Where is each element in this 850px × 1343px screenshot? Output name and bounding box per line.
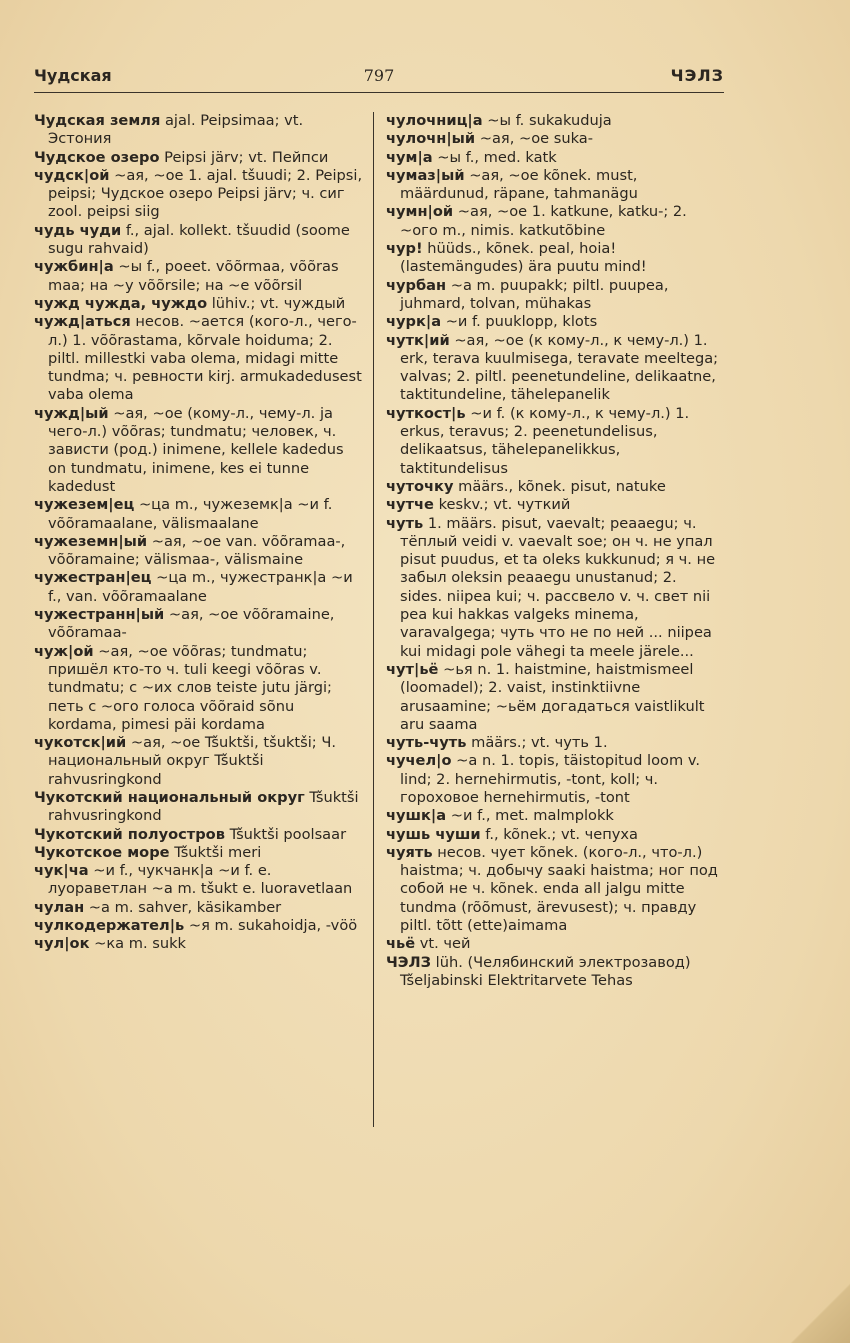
dictionary-entry [386, 313, 722, 331]
dictionary-entry [34, 917, 364, 935]
dictionary-entry [386, 496, 722, 514]
entry-definition: ~ая, ~ое suka- [479, 130, 594, 148]
entry-definition: ~а n. 1. topis, täistopitud loom v. lind; 2. hernehirmutis, -tont, koll; ч. гороховое hernehirmutis, -tont [400, 752, 700, 806]
entry-definition: ajal. Peipsimaa; vt. Эстония [48, 112, 304, 148]
entry-headword: чуть [386, 514, 424, 532]
page-corner-curl [790, 1283, 850, 1343]
dictionary-entry [34, 862, 364, 899]
dictionary-entry [386, 844, 722, 935]
dictionary-entry [34, 149, 364, 167]
entry-headword: чужд чужда, чуждо [34, 294, 208, 312]
entry-headword: чур! [386, 240, 423, 258]
dictionary-entry [386, 112, 722, 130]
dictionary-entry [34, 935, 364, 953]
entry-definition: несов. чует kõnek. (кого-л., что-л.) haistma; ч. добычу saaki haistma; ног под собой не ч. kõnek. enda all jalgu mitte tundma (rõõmust, ärevusest); ч. правду piltl. tõtt (ette)aimama [400, 843, 718, 935]
entry-definition: Peipsi järv; vt. Пейпси [164, 148, 329, 166]
entry-definition: ~ы f., med. katk [437, 148, 557, 166]
dictionary-entry [386, 130, 722, 148]
entry-definition: hüüds., kõnek. peal, hoia! (lastemängudes) ära puutu mind! [400, 240, 647, 276]
entry-headword: чужд|аться [34, 313, 131, 331]
entry-headword: чуткост|ь [386, 404, 466, 422]
entry-headword: чурк|а [386, 313, 442, 331]
page-number: 797 [363, 66, 395, 85]
entry-definition: ~ы f., poeet. võõrmaa, võõras maa; на ~у võõrsile; на ~е võõrsil [48, 258, 339, 294]
entry-headword: чуточку [386, 477, 454, 495]
dictionary-entry [34, 826, 364, 844]
entry-headword: ЧЭЛЗ [386, 953, 431, 971]
entry-headword: чулан [34, 898, 85, 916]
entry-definition: ~ая, ~ое (кому-л., чему-л. ja чего-л.) võõras; tundmatu; человек, ч. зависти (род.) inimene, kellele kadedus on tundmatu, inimene, kes ei tunne kadedust [48, 404, 344, 495]
dictionary-entry [386, 167, 722, 204]
dictionary-entry [34, 258, 364, 295]
entry-definition: ~ая, ~ое kõnek. must, määrdunud, räpane, tahmanägu [400, 166, 638, 203]
dictionary-entry [386, 240, 722, 277]
entry-definition: ~а m. puupakk; piltl. puupea, juhmard, tolvan, mühakas [400, 276, 669, 312]
entry-definition: ~я m. sukahoidja, -vöö [188, 917, 358, 935]
entry-definition: ~ая, ~ое võõras; tundmatu; пришёл кто-то ч. tuli keegi võõras v. tundmatu; с ~их слов teiste jutu järgi; петь с ~ого голоса võõraid sõnu kordama, pimesi päi kordama [48, 642, 332, 733]
dictionary-entry [386, 752, 722, 807]
entry-headword: чум|а [386, 148, 433, 166]
entry-headword: чумн|ой [386, 203, 454, 221]
entry-headword: чутче [386, 496, 434, 514]
entry-headword: чужестранн|ый [34, 606, 165, 624]
dictionary-entry [386, 277, 722, 314]
entry-headword: Чукотское море [34, 843, 170, 861]
entry-headword: чул|ок [34, 935, 90, 953]
entry-headword: чудь чуди [34, 221, 122, 239]
dictionary-entry [34, 643, 364, 734]
entry-definition: ~а m. sahver, käsikamber [88, 898, 282, 916]
entry-headword: чумаз|ый [386, 166, 465, 184]
entry-definition: määrs.; vt. чуть 1. [471, 734, 608, 752]
entry-definition: ~ая, ~ое 1. katkune, katku-; 2. ~ого m., nimis. katkutõbine [400, 203, 687, 239]
entry-definition: ~ка m. sukk [94, 935, 186, 953]
dictionary-entry [386, 149, 722, 167]
entry-headword: чулочн|ый [386, 130, 476, 148]
entry-headword: чук|ча [34, 862, 89, 880]
dictionary-entry [386, 807, 722, 825]
entry-definition: ~ая, ~ое Tšuktši, tšuktši; Ч. национальный округ Tšuktši rahvusringkond [48, 734, 336, 788]
entry-definition: ~и f. (к кому-л., к чему-л.) 1. erkus, teravus; 2. peenetundelisus, delikaatsus, tähelepanelikkus, taktitundelisus [400, 404, 690, 477]
entry-definition: f., kõnek.; vt. чепуха [485, 825, 638, 843]
entry-headword: чужеземн|ый [34, 532, 148, 550]
entry-headword: чужбин|а [34, 258, 114, 276]
dictionary-entry [34, 313, 364, 404]
dictionary-entry [34, 222, 364, 259]
entry-headword: чудск|ой [34, 166, 110, 184]
entry-headword: Чудская земля [34, 112, 161, 129]
entry-headword: чулочниц|а [386, 112, 483, 129]
entry-headword: чуж|ой [34, 642, 94, 660]
entry-definition: vt. чей [419, 935, 471, 953]
entry-headword: чут|ьё [386, 660, 439, 678]
entry-headword: Чудское озеро [34, 148, 160, 166]
entry-definition: lüh. (Челябинский электрозавод) Tšeljabinski Elektritarvete Tehas [400, 953, 691, 989]
entry-headword: чужестран|ец [34, 569, 152, 587]
left-column [34, 112, 364, 954]
dictionary-entry [34, 899, 364, 917]
dictionary-entry [386, 734, 722, 752]
entry-headword: Чукотский полуостров [34, 825, 225, 843]
entry-definition: несов. ~ается (кого-л., чего-л.) 1. võõrastama, kõrvale hoiduma; 2. piltl. millestki vaba olema, midagi mitte tundma; ч. ревности kirj. armukadedusest vaba olema [48, 313, 362, 404]
entry-definition: Tšuktši meri [174, 843, 262, 861]
dictionary-entry [386, 332, 722, 405]
entry-headword: Чукотский национальный округ [34, 788, 305, 806]
entry-definition: ~и f., met. malmplokk [450, 807, 614, 825]
entry-headword: чуять [386, 843, 433, 861]
dictionary-entry [34, 606, 364, 643]
entry-definition: lühiv.; vt. чуждый [211, 294, 346, 312]
dictionary-entry [386, 661, 722, 734]
entry-definition: Tšuktši rahvusringkond [48, 788, 359, 825]
entry-headword: чуть-чуть [386, 734, 467, 752]
entry-headword: чужезем|ец [34, 496, 135, 514]
dictionary-entry [34, 734, 364, 789]
dictionary-entry [386, 935, 722, 953]
entry-definition: f., ajal. kollekt. tšuudid (soome sugu rahvaid) [48, 221, 350, 258]
entry-definition: ~ая, ~ое võõramaine, võõramaa- [48, 606, 335, 642]
dictionary-entry [34, 405, 364, 496]
entry-headword: чулкодержател|ь [34, 917, 185, 935]
entry-definition: ~и f. puuklopp, klots [445, 313, 598, 331]
dictionary-entry [386, 203, 722, 240]
entry-definition: 1. määrs. pisut, vaevalt; peaaegu; ч. тёплый veidi v. vaevalt soe; он ч. не упал pisut puudus, et ta oleks kukkunud; я ч. не забыл oleksin peaaegu unustanud; 2. sides. niipea kui; ч. рассвело v. ч. свет nii pea kui hakkas valgeks minema, varavalgega; чуть что не по ней ... niipea kui midagi pole vähegi ta meele järele... [400, 514, 716, 660]
dictionary-entry [34, 569, 364, 606]
entry-headword: чучел|о [386, 752, 452, 770]
entry-definition: määrs., kõnek. pisut, natuke [458, 477, 666, 495]
entry-definition: keskv.; vt. чуткий [438, 496, 571, 514]
dictionary-entry [34, 167, 364, 222]
entry-definition: ~ая, ~ое van. võõramaa-, võõramaine; välismaa-, välismaine [48, 532, 346, 569]
dictionary-entry [386, 405, 722, 478]
right-column [386, 112, 722, 990]
column-divider [373, 112, 374, 1127]
dictionary-entry [34, 789, 364, 826]
entry-definition: ~и f., чукчанк|а ~и f. e. луораветлан ~а m. tšukt e. luoravetlaan [48, 862, 353, 898]
entry-definition: ~ца m., чужеземк|а ~и f. võõramaalane, välismaalane [48, 496, 333, 532]
entry-headword: чутк|ий [386, 331, 450, 349]
entry-definition: ~ца m., чужестранк|а ~и f., van. võõramaalane [48, 569, 353, 605]
entry-headword: чурбан [386, 276, 447, 294]
dictionary-entry [34, 496, 364, 533]
header-left-guideword: Чудская [34, 66, 112, 85]
entry-headword: чьё [386, 935, 416, 953]
dictionary-entry [34, 295, 364, 313]
dictionary-entry [386, 515, 722, 661]
dictionary-entry [386, 826, 722, 844]
entry-headword: чукотск|ий [34, 734, 127, 752]
entry-definition: ~ая, ~ое 1. ajal. tšuudi; 2. Peipsi, peipsi; Чудское озеро Peipsi järv; ч. сиг zool. peipsi siig [48, 166, 363, 221]
entry-definition: Tšuktši poolsaar [229, 825, 347, 843]
entry-headword: чушь чуши [386, 825, 481, 843]
entry-headword: чужд|ый [34, 404, 109, 422]
entry-definition: ~ы f. sukakuduja [487, 112, 612, 129]
header-right-guideword: ЧЭЛЗ [670, 66, 724, 85]
entry-headword: чушк|а [386, 807, 447, 825]
entry-definition: ~ая, ~ое (к кому-л., к чему-л.) 1. erk, terava kuulmisega, teravate meeltega; valvas; 2. piltl. peenetundeline, delikaatne, taktitundeline, tähelepanelik [400, 331, 719, 404]
dictionary-entry [386, 954, 722, 991]
dictionary-entry [34, 844, 364, 862]
dictionary-entry [34, 533, 364, 570]
dictionary-entry [34, 112, 364, 149]
entry-definition: ~ья n. 1. haistmine, haistmismeel (loomadel); 2. vaist, instinktiivne arusaamine; ~ьём догадаться vaistlikult aru saama [400, 660, 705, 733]
dictionary-entry [386, 478, 722, 496]
running-head [34, 66, 724, 93]
